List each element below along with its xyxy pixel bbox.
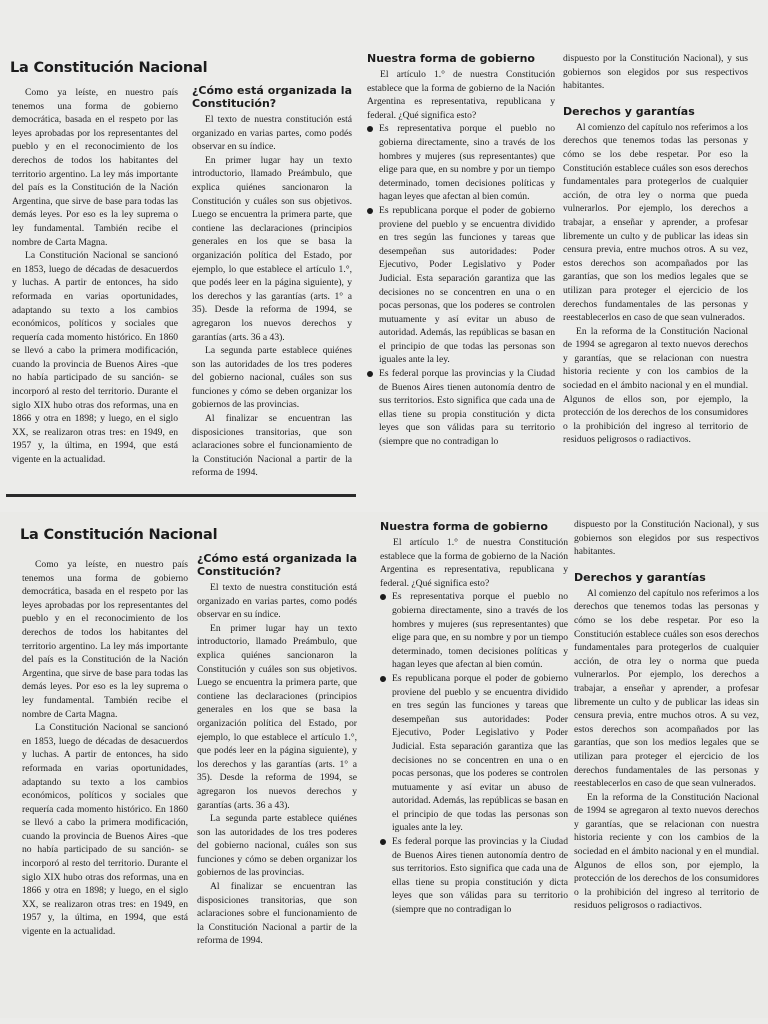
page-title: La Constitución Nacional <box>20 527 218 543</box>
section-heading-rights: Derechos y garantías <box>574 570 706 584</box>
section-heading-government: Nuestra forma de gobierno <box>367 52 535 65</box>
paragraph: Como ya leíste, en nuestro país tenemos una forma de gobierno democrática, basada en el respeto por las leyes aprobadas por los representantes del pueblo y en el reconocimiento de los derechos de todos los habitantes del territorio argentino. La ley más importante del país es la Constitución de la Nación Argentina, que sirve de base para todas las demás leyes. Por eso es la ley suprema o ley fundamental. También recibe el nombre de Carta Magna. <box>22 559 188 720</box>
column-intro <box>12 86 178 467</box>
paragraph: En primer lugar hay un texto introductorio, llamado Preámbulo, que explica quiénes sancionaron la Constitución y cuáles son sus objetivos. Luego se encuentra la primera parte, que contiene las declaraciones (principios generales en los que se basa la organización política del Estado, por ejemplo, lo que establece el artículo 1.°, que podés leer en la página siguiente), y los derechos y las garantías (arts. 1° a 35). Desde la reforma de 1994, se agregaron los nuevos derechos y garantías (arts. 36 a 43). <box>192 154 352 343</box>
section-heading-organization: ¿Cómo está organizada la Constitución? <box>192 84 352 110</box>
bullet-icon <box>367 371 373 377</box>
list-item <box>380 590 568 672</box>
paragraph: En la reforma de la Constitución Nacional de 1994 se agregaron al texto nuevos derechos y garantías, que se relacionan con nuestra historia reciente y con los cambios de la sociedad en el ámbito nacional y en el mundial. Algunos de ellos son, por ejemplo, la protección de los derechos de los consumidores o la prohibición del ingreso al territorio de residuos peligrosos o radiactivos. <box>563 325 748 446</box>
paragraph: El artículo 1.° de nuestra Constitución establece que la forma de gobierno de la Nación Argentina es representativa, republicana y federal. ¿Qué significa esto? <box>367 69 555 121</box>
paragraph: La segunda parte establece quiénes son las autoridades de los tres poderes del gobierno nacional, cuáles son sus funciones y cómo se deben organizar los gobiernos de las provincias. <box>192 345 352 411</box>
bullet-icon <box>380 676 386 682</box>
paragraph: En la reforma de la Constitución Nacional de 1994 se agregaron al texto nuevos derechos y garantías, que se relacionan con nuestra historia reciente y con los cambios de la sociedad en el ámbito nacional y en el mundial. Algunos de ellos son, por ejemplo, la protección de los derechos de los consumidores o la prohibición del ingreso al territorio de residuos peligrosos o radiactivos. <box>574 791 759 912</box>
list-item <box>367 367 555 449</box>
list-item <box>380 672 568 835</box>
paragraph: El texto de nuestra constitución está organizado en varias partes, como podés observar en su índice. <box>197 582 357 621</box>
section-heading-organization: ¿Cómo está organizada la Constitución? <box>197 552 357 578</box>
paragraph: Como ya leíste, en nuestro país tenemos una forma de gobierno democrática, basada en el respeto por las leyes aprobadas por los representantes del pueblo y en el reconocimiento de los derechos de todos los habitantes del territorio argentino. La ley más importante del país es la Constitución de la Nación Argentina, que sirve de base para todas las demás leyes. Por eso es la ley suprema o ley fundamental. También recibe el nombre de Carta Magna. <box>12 87 178 248</box>
divider <box>6 494 356 497</box>
list-item-text: Es republicana porque el poder de gobierno proviene del pueblo y se encuentra dividido en tres según las funciones y tareas que desempeñan sus autoridades: Poder Ejecutivo, Poder Legislativo y Poder Judicial. Esta separación garantiza que las decisiones no se concentren en una o en pocas personas, que los poderes se controlen mutuamente y así evitar un abuso de autoridad. Además, las repúblicas se basan en el principio de que todas las personas son iguales ante la ley. <box>392 672 568 834</box>
paragraph: La Constitución Nacional se sancionó en 1853, luego de décadas de desacuerdos y luchas. A partir de entonces, ha sido reformada en varias oportunidades, adaptando su texto a los cambios económicos, políticos y sociales que requería cada momento histórico. En 1860 se llevó a cabo la primera modificación, cuando la provincia de Buenos Aires -que no había participado de su sanción- se incorporó al resto del territorio. Durante el siglo XIX hubo otras dos reformas, una en 1866 y otra en 1898; y luego, en el siglo XX, se realizaron otras tres: en 1949, en 1957 y, la última, en 1994, que está vigente en la actualidad. <box>22 722 188 938</box>
column-rights <box>574 518 759 913</box>
list-item <box>380 835 568 917</box>
list-item-text: Es federal porque las provincias y la Ciudad de Buenos Aires tienen autonomía dentro de sus territorios. Esto significa que cada una de ellas tiene su propia constitución y dicta leyes que son válidas para su territorio (siempre que no contradigan lo <box>392 836 568 916</box>
bullet-icon <box>367 208 373 214</box>
list-item <box>367 204 555 367</box>
bullet-icon <box>380 839 386 845</box>
column-rights <box>563 52 748 447</box>
bullet-list <box>367 122 555 448</box>
list-item <box>367 122 555 204</box>
section-heading-government: Nuestra forma de gobierno <box>380 520 548 533</box>
column-government <box>380 520 568 917</box>
paragraph: Al comienzo del capítulo nos referimos a los derechos que tenemos todas las personas y cómo se los debe respetar. Por eso la Constitución establece cuáles son esos derechos fundamentales para protegerlos de cualquier acción, de otra ley o norma que pueda vulnerarlos. Por ejemplo, los derechos a trabajar, a enseñar y aprender, a profesar libremente un culto y de publicar las ideas sin censura previa, entre muchos otros. A su vez, estos derechos son acompañados por las garantías, que son los medios legales que se utilizan para proteger el ejercicio de los derechos fundamentales de las personas y reestablecerlos en caso de que sean vulnerados. <box>574 587 759 790</box>
column-intro <box>22 558 188 939</box>
list-item-text: Es representativa porque el pueblo no gobierna directamente, sino a través de los hombres y mujeres (sus representantes) que elige para que, en su nombre y por un tiempo determinado, tomen decisiones políticas y hagan leyes que afectan al bien común. <box>379 123 555 203</box>
paragraph: dispuesto por la Constitución Nacional), y sus gobiernos son elegidos por sus respectivos habitantes. <box>563 53 748 92</box>
paragraph: Al finalizar se encuentran las disposiciones transitorias, que son aclaraciones sobre el funcionamiento de la Constitución Nacional a partir de la reforma de 1994. <box>197 881 357 947</box>
page-title: La Constitución Nacional <box>10 60 208 76</box>
paragraph: Al comienzo del capítulo nos referimos a los derechos que tenemos todas las personas y cómo se los debe respetar. Por eso la Constitución establece cuáles son esos derechos fundamentales para protegerlos de cualquier acción, de otra ley o norma que pueda vulnerarlos. Por ejemplo, los derechos a trabajar, a enseñar y aprender, a profesar libremente un culto y de publicar las ideas sin censura previa, entre muchos otros. A su vez, estos derechos son acompañados por las garantías, que son los medios legales que se utilizan para proteger el ejercicio de los derechos fundamentales de las personas y reestablecerlos en caso de que sean vulnerados. <box>563 121 748 324</box>
page-copy-top <box>0 0 768 506</box>
column-government <box>367 52 555 449</box>
paragraph: El texto de nuestra constitución está organizado en varias partes, como podés observar en su índice. <box>192 114 352 153</box>
page-copy-bottom <box>0 512 768 1018</box>
bullet-icon <box>367 126 373 132</box>
bullet-list <box>380 590 568 916</box>
bullet-icon <box>380 594 386 600</box>
paragraph: El artículo 1.° de nuestra Constitución establece que la forma de gobierno de la Nación Argentina es representativa, republicana y federal. ¿Qué significa esto? <box>380 537 568 589</box>
section-heading-rights: Derechos y garantías <box>563 104 695 118</box>
column-organization <box>192 84 352 480</box>
list-item-text: Es federal porque las provincias y la Ciudad de Buenos Aires tienen autonomía dentro de sus territorios. Esto significa que cada una de ellas tiene su propia constitución y dicta leyes que son válidas para su territorio (siempre que no contradigan lo <box>379 368 555 448</box>
paragraph: La Constitución Nacional se sancionó en 1853, luego de décadas de desacuerdos y luchas. A partir de entonces, ha sido reformada en varias oportunidades, adaptando su texto a los cambios económicos, políticos y sociales que requería cada momento histórico. En 1860 se llevó a cabo la primera modificación, cuando la provincia de Buenos Aires -que no había participado de su sanción- se incorporó al resto del territorio. Durante el siglo XIX hubo otras dos reformas, una en 1866 y otra en 1898; y luego, en el siglo XX, se realizaron otras tres: en 1949, en 1957 y, la última, en 1994, que está vigente en la actualidad. <box>12 250 178 466</box>
paragraph: En primer lugar hay un texto introductorio, llamado Preámbulo, que explica quiénes sancionaron la Constitución y cuáles son sus objetivos. Luego se encuentra la primera parte, que contiene las declaraciones (principios generales en los que se basa la organización política del Estado, por ejemplo, lo que establece el artículo 1.°, que podés leer en la página siguiente), y los derechos y las garantías (arts. 1° a 35). Desde la reforma de 1994, se agregaron los nuevos derechos y garantías (arts. 36 a 43). <box>197 622 357 811</box>
list-item-text: Es representativa porque el pueblo no gobierna directamente, sino a través de los hombres y mujeres (sus representantes) que elige para que, en su nombre y por un tiempo determinado, tomen decisiones políticas y hagan leyes que afectan al bien común. <box>392 591 568 671</box>
paragraph: Al finalizar se encuentran las disposiciones transitorias, que son aclaraciones sobre el funcionamiento de la Constitución Nacional a partir de la reforma de 1994. <box>192 413 352 479</box>
list-item-text: Es republicana porque el poder de gobierno proviene del pueblo y se encuentra dividido en tres según las funciones y tareas que desempeñan sus autoridades: Poder Ejecutivo, Poder Legislativo y Poder Judicial. Esta separación garantiza que las decisiones no se concentren en una o en pocas personas, que los poderes se controlen mutuamente y así evitar un abuso de autoridad. Además, las repúblicas se basan en el principio de que todas las personas son iguales ante la ley. <box>379 204 555 366</box>
paragraph: La segunda parte establece quiénes son las autoridades de los tres poderes del gobierno nacional, cuáles son sus funciones y cómo se deben organizar los gobiernos de las provincias. <box>197 813 357 879</box>
column-organization <box>197 552 357 948</box>
paragraph: dispuesto por la Constitución Nacional), y sus gobiernos son elegidos por sus respectivos habitantes. <box>574 519 759 558</box>
